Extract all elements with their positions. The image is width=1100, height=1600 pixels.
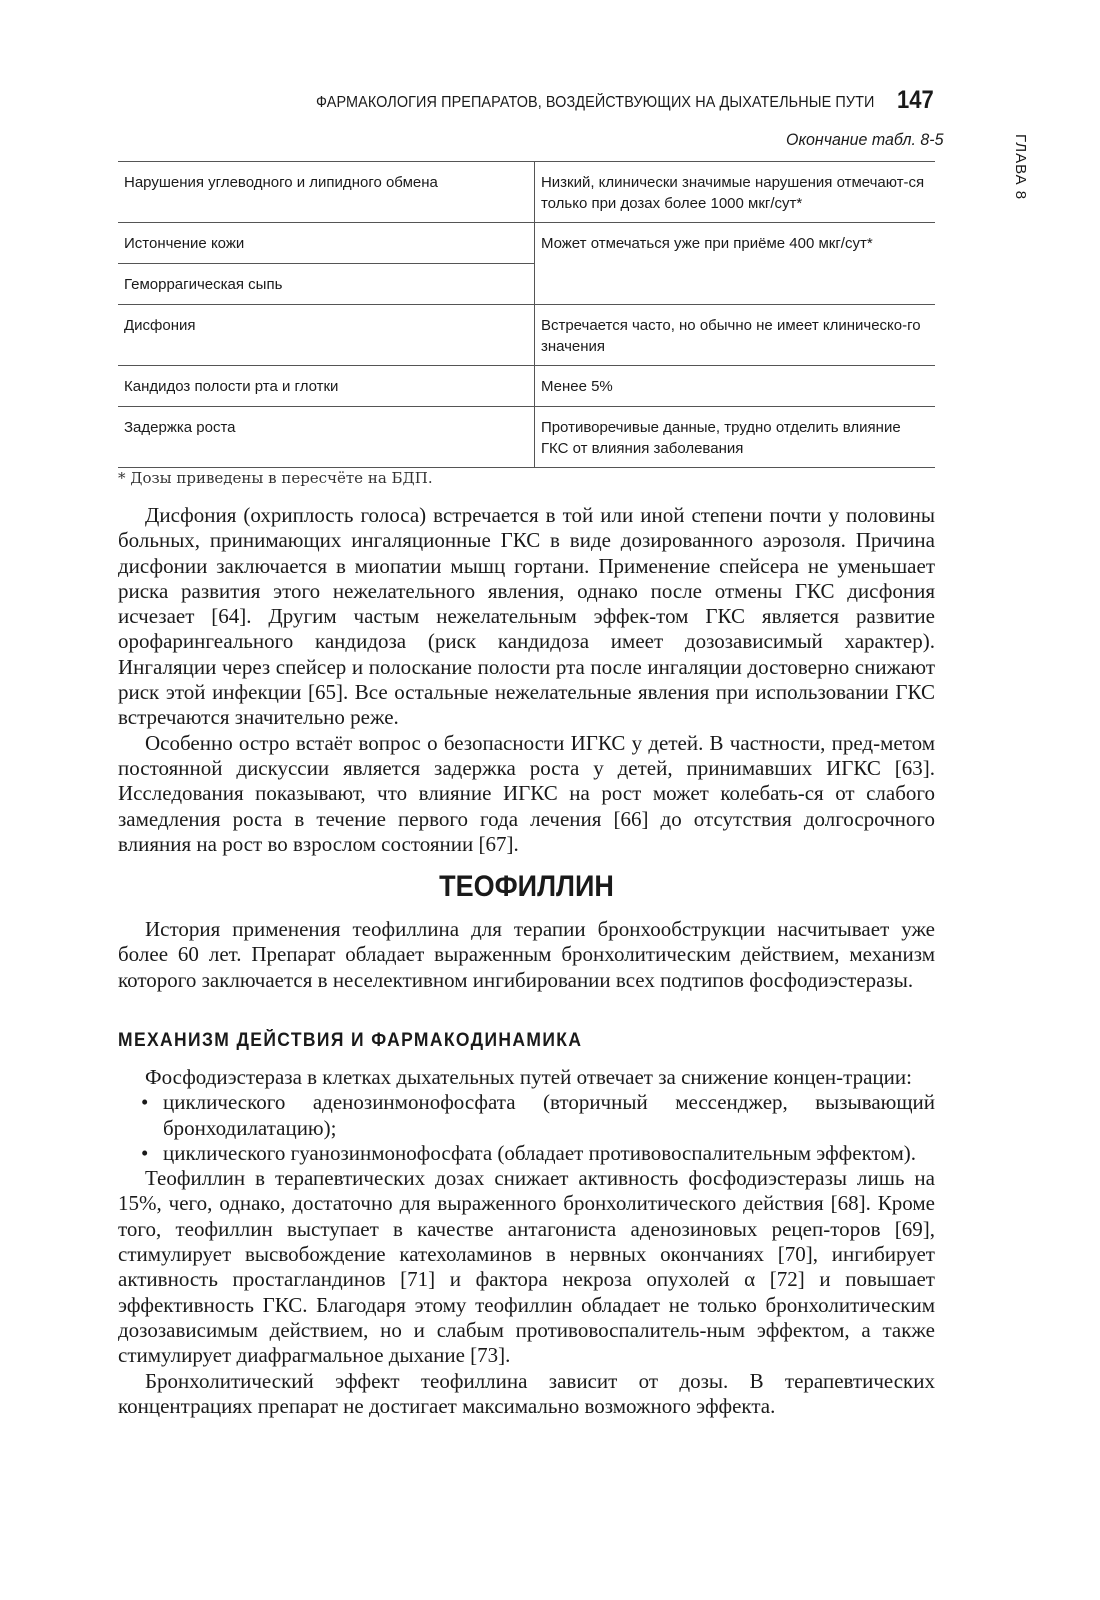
table-caption: Окончание табл. 8-5 — [786, 130, 944, 149]
bullet-list — [118, 1090, 935, 1166]
paragraph: Дисфония (охриплость голоса) встречается в той или иной степени почти у половины больных, принимающих ингаляционные ГКС в виде дозированного аэрозоля. Причина дисфонии заключается в миопатии мышц гортани. Применение спейсера не уменьшает риска развития этого нежелательного явления, однако после отмены ГКС дисфония исчезает [64]. Другим частым нежелательным эффек-том ГКС является развитие орофарингеального кандидоза (риск кандидоза имеет дозозависимый характер). Ингаляции через спейсер и полоскание полости рта после ингаляции достоверно снижают риск этой инфекции [65]. Все остальные нежелательные явления при использовании ГКС встречаются значительно реже. — [118, 503, 935, 730]
table-footnote: * Дозы приведены в пересчёте на БДП. — [118, 469, 433, 487]
table-cell-note: Менее 5% — [534, 366, 935, 407]
list-item — [118, 1141, 935, 1166]
table-cell-note: Встречается часто, но обычно не имеет клиническо-го значения — [534, 305, 935, 366]
running-title: ФАРМАКОЛОГИЯ ПРЕПАРАТОВ, ВОЗДЕЙСТВУЮЩИХ НА ДЫХАТЕЛЬНЫЕ ПУТИ — [315, 94, 874, 111]
side-effects-table — [118, 161, 935, 468]
table-cell-effect: Истончение кожи — [118, 223, 534, 264]
table-cell-note: Низкий, клинически значимые нарушения отмечают-ся только при дозах более 1000 мкг/сут* — [534, 162, 935, 223]
bullet-marker: • — [141, 1140, 149, 1165]
table-cell-effect: Кандидоз полости рта и глотки — [118, 366, 534, 407]
table-row — [118, 162, 935, 223]
page-header — [118, 88, 944, 120]
table-row — [118, 223, 935, 264]
table-row — [118, 366, 935, 407]
table-row — [118, 305, 935, 366]
table-cell-effect: Геморрагическая сыпь — [118, 264, 534, 305]
body-text-top — [118, 503, 935, 857]
chapter-side-label: ГЛАВА 8 — [1012, 134, 1029, 201]
table-row — [118, 407, 935, 468]
section-title: ТЕОФИЛЛИН — [439, 870, 614, 903]
bullet-marker: • — [141, 1090, 149, 1115]
paragraph: Бронхолитический эффект теофиллина зависит от дозы. В терапевтических концентрациях препарат не достигает максимально возможного эффекта. — [118, 1368, 935, 1418]
list-item-text: циклического аденозинмонофосфата (вторичный мессенджер, вызывающий бронходилатацию); — [163, 1090, 935, 1140]
paragraph: Особенно остро встаёт вопрос о безопасности ИГКС у детей. В частности, пред-метом постоянной дискуссии является задержка роста у детей, принимавших ИГКС [63]. Исследования показывают, что влияние ИГКС на рост может колебать-ся от слабого замедления роста в течение первого года лечения [66] до отсутствия долгосрочного влияния на рост во взрослом состоянии [67]. — [118, 730, 935, 856]
page-number: 147 — [897, 86, 934, 114]
paragraph: История применения теофиллина для терапии бронхообструкции насчитывает уже более 60 лет. Препарат обладает выраженным бронхолитическим действием, механизм которого заключается в неселективном ингибировании всех подтипов фосфодиэстеразы. — [118, 917, 935, 992]
table-cell-effect: Нарушения углеводного и липидного обмена — [118, 162, 534, 223]
table-cell-effect: Задержка роста — [118, 407, 534, 468]
table-cell-note: Может отмечаться уже при приёме 400 мкг/сут* — [534, 223, 935, 305]
table-cell-note: Противоречивые данные, трудно отделить влияние ГКС от влияния заболевания — [534, 407, 935, 468]
subsection-body — [118, 1065, 935, 1419]
subsection-title: МЕХАНИЗМ ДЕЙСТВИЯ И ФАРМАКОДИНАМИКА — [118, 1030, 583, 1051]
section-intro — [118, 917, 935, 993]
paragraph: Теофиллин в терапевтических дозах снижает активность фосфодиэстеразы лишь на 15%, чего, однако, достаточно для выраженного бронхолитического действия [68]. Кроме того, теофиллин выступает в качестве антагониста аденозиновых рецеп-торов [69], стимулирует высвобождение катехоламинов в нервных окончаниях [70], ингибирует активность простагландинов [71] и фактора некроза опухолей α [72] и повышает эффективность ГКС. Благодаря этому теофиллин обладает не только бронхолитическим дозозависимым действием, но и слабым противовоспалитель-ным эффектом, а также стимулирует диафрагмальное дыхание [73]. — [118, 1166, 935, 1368]
list-item — [118, 1090, 935, 1141]
paragraph: Фосфодиэстераза в клетках дыхательных путей отвечает за снижение концен-трации: — [145, 1065, 912, 1089]
list-item-text: циклического гуанозинмонофосфата (обладает противовоспалительным эффектом). — [163, 1140, 917, 1165]
table-cell-effect: Дисфония — [118, 305, 534, 366]
